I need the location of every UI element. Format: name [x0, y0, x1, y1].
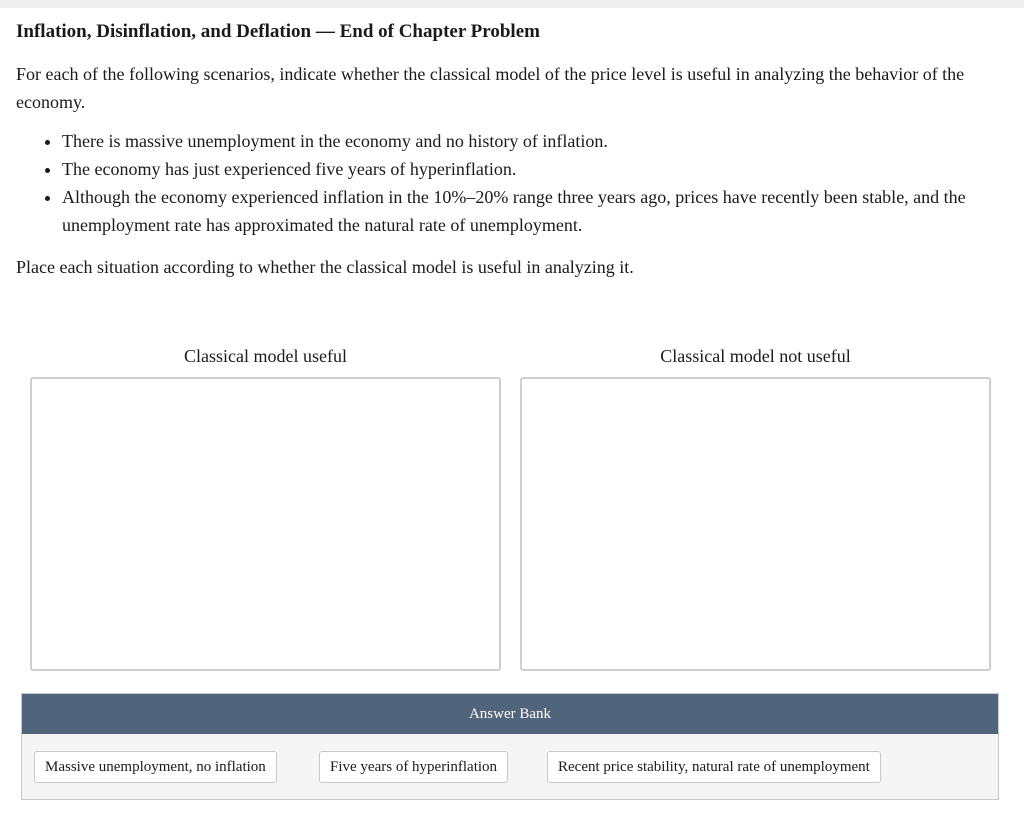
top-strip	[0, 0, 1024, 8]
answer-chip-hyperinflation[interactable]: Five years of hyperinflation	[319, 751, 508, 783]
drop-zone-useful[interactable]	[30, 377, 501, 671]
scenario-item: • The economy has just experienced five years of hyperinflation.	[62, 155, 976, 183]
problem-title: Inflation, Disinflation, and Deflation — End of Chapter Problem	[16, 21, 540, 42]
answer-chip-price-stability[interactable]: Recent price stability, natural rate of unemployment	[547, 751, 881, 783]
scenario-list	[16, 127, 976, 239]
answer-chip-massive-unemployment[interactable]: Massive unemployment, no inflation	[34, 751, 277, 783]
answer-bank-header: Answer Bank	[22, 694, 998, 734]
scenario-item: • There is massive unemployment in the economy and no history of inflation.	[62, 127, 976, 155]
bin-label-not-useful: Classical model not useful	[660, 346, 851, 366]
answer-bank	[21, 693, 999, 800]
bin-label-useful: Classical model useful	[184, 346, 347, 366]
problem-instruction: Place each situation according to whether the classical model is useful in analyzing it.	[16, 257, 634, 277]
drop-zone-not-useful[interactable]	[520, 377, 991, 671]
scenario-item: • Although the economy experienced inflation in the 10%–20% range three years ago, prices have recently been stable, and the unemployment rate has approximated the natural rate of unemployment.	[62, 183, 976, 239]
problem-intro: For each of the following scenarios, indicate whether the classical model of the price level is useful in analyzing the behavior of the economy.	[16, 64, 965, 112]
